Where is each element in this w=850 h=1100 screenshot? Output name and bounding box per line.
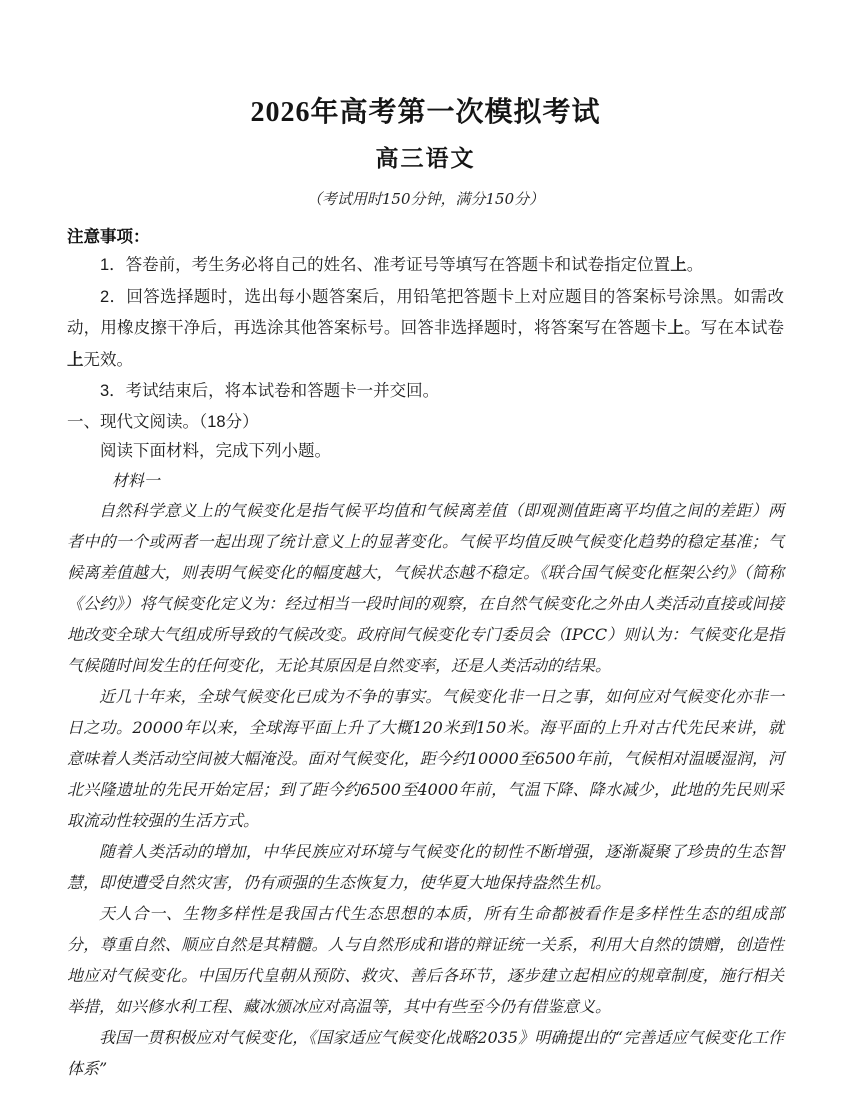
notice-section <box>67 224 784 408</box>
notice-item-2-emphasis-2: 上 <box>67 350 84 369</box>
notice-item-1 <box>67 250 784 282</box>
material-paragraph-2: 近几十年来，全球气候变化已成为不争的事实。气候变化非一日之事，如何应对气候变化亦非一日之功。20000年以来，全球海平面上升了大概120米到150米。海平面的上升对古代先民来讲，就意味着人类活动空间被大幅淹没。面对气候变化，距今约10000至6500年前，气候相对温暖湿润，河北兴隆遗址的先民开始定居；到了距今约6500至4000年前，气温下降、降水减少，此地的先民则采取流动性较强的生活方式。 <box>67 686 784 830</box>
notice-item-2 <box>67 282 784 377</box>
page-subtitle: 高三语文 <box>375 146 476 171</box>
notice-item-3-text: 3．考试结束后，将本试卷和答题卡一并交回。 <box>100 382 440 400</box>
material-one-label: 材料一 <box>111 470 160 490</box>
notice-item-2-text: 2．回答选择题时，选出每小题答案后，用铅笔把答题卡上对应题目的答案标号涂黑。如需改动，用橡皮擦干净后，再选涂其他答案标号。回答非选择题时，将答案写在答题卡 <box>67 287 784 337</box>
notice-item-2-text-end: 无效。 <box>83 350 133 369</box>
section-one <box>67 408 784 1084</box>
notice-item-2-emphasis-1: 上 <box>667 319 685 337</box>
material-paragraph-5: 我国一贯积极应对气候变化，《国家适应气候变化战略2035》明确提出的“完善适应气候变化工作体系” <box>67 1027 784 1078</box>
notice-item-1-text: 1．答卷前，考生务必将自己的姓名、准考证号等填写在答题卡和试卷指定位置 <box>100 256 671 274</box>
material-paragraph-1: 自然科学意义上的气候变化是指气候平均值和气候离差值（即观测值距离平均值之间的差距）两者中的一个或两者一起出现了统计意义上的显著变化。气候平均值反映气候变化趋势的稳定基准；气候离差值越大，则表明气候变化的幅度越大，气候状态越不稳定。《联合国气候变化框架公约》（简称《公约》）将气候变化定义为：经过相当一段时间的观察，在自然气候变化之外由人类活动直接或间接地改变全球大气组成所导致的气候改变。政府间气候变化专门委员会（IPCC）则认为：气候变化是指气候随时间发生的任何变化，无论其原因是自然变率，还是人类活动的结果。 <box>67 500 784 675</box>
notice-item-1-emphasis: 上 <box>670 256 687 274</box>
exam-info: （考试用时150分钟，满分150分） <box>306 190 545 208</box>
notice-heading: 注意事项： <box>67 228 150 246</box>
page-title: 2026年高考第一次模拟考试 <box>250 97 601 128</box>
material-paragraph-3: 随着人类活动的增加，中华民族应对环境与气候变化的韧性不断增强，逐渐凝聚了珍贵的生态智慧，即使遭受自然灾害，仍有顽强的生态恢复力，使华夏大地保持盎然生机。 <box>67 841 784 892</box>
notice-item-3 <box>67 376 784 408</box>
material-paragraph-4: 天人合一、生物多样性是我国古代生态思想的本质，所有生命都被看作是多样性生态的组成部分，尊重自然、顺应自然是其精髓。人与自然形成和谐的辩证统一关系，利用大自然的馈赠，创造性地应对气候变化。中国历代皇朝从预防、救灾、善后各环节，逐步建立起相应的规章制度，施行相关举措，如兴修水利工程、藏冰颁冰应对高温等，其中有些至今仍有借鉴意义。 <box>67 903 784 1016</box>
notice-item-1-text-end: 。 <box>686 256 704 274</box>
reading-instruction: 阅读下面材料，完成下列小题。 <box>100 441 331 460</box>
notice-item-2-text-mid: 。写在本试卷 <box>684 319 785 337</box>
section-one-heading: 一、现代文阅读。（18分） <box>67 412 259 431</box>
